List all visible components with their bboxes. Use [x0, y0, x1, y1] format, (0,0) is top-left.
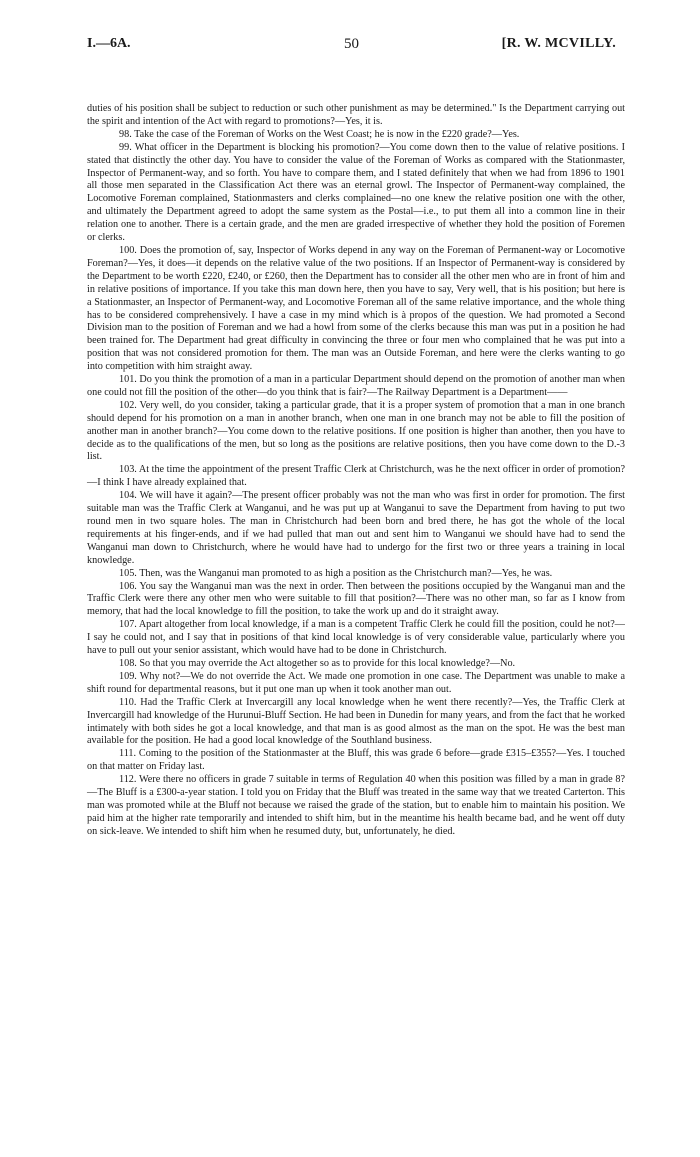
paragraph: duties of his position shall be subject to reduction or such other punishment as may be determined." Is the Department carrying out the spirit and intention of the Act with regard to promotions?—Yes, it is. — [87, 103, 625, 127]
paragraph: 103. At the time the appointment of the present Traffic Clerk at Christchurch, was he the next officer in order of promotion?—I think I have already explained that. — [87, 464, 625, 489]
paragraph: 106. You say the Wanganui man was the next in order. Then between the positions occupied by the Wanganui man and the Traffic Clerk were there any other men who were suitable to fill that position?—There was no other man, so far as I know from memory, that had the local knowledge to fill the position, to take the work up and do it straight away. — [87, 580, 625, 618]
document-reference: I.—6A. — [87, 36, 131, 51]
paragraph: 108. So that you may override the Act altogether so as to provide for this local knowledge?—No. — [119, 657, 516, 669]
paragraph: 101. Do you think the promotion of a man in a particular Department should depend on the promotion of another man when one could not fill the position of the other—do you think that is fair?—The Railway Department is a Department—— — [87, 374, 625, 398]
page-header — [87, 36, 616, 56]
paragraph: 105. Then, was the Wanganui man promoted to as high a position as the Christchurch man?—Yes, he was. — [119, 567, 553, 579]
paragraph: 111. Coming to the position of the Stationmaster at the Bluff, this was grade 6 before—grade £315–£355?—Yes. I touched on that matter on Friday last. — [87, 748, 625, 773]
paragraph: 104. We will have it again?—The present officer probably was not the man who was first in order for promotion. The first suitable man was the Traffic Clerk at Wanganui, and he was put up at Wanganui to save the Department from having to put two round men in two square holes. The man in Christchurch had been born and bred there, he has got the whole of the local requirements at his finger-ends, and if we had pulled that man out and sent him to Wanganui we should have had to send the Wanganui man down to Christchurch, where he would have had to undergo for the first two or three years a training in local knowledge. — [87, 490, 625, 566]
paragraph: 110. Had the Traffic Clerk at Invercargill any local knowledge when he went there recently?—Yes, the Traffic Clerk at Invercargill had knowledge of the Hurunui-Bluff Section. He had been in Dunedin for many years, and from the fact that he worked intimately with both sides he got a local knowledge, and that man is as good almost as the man on the spot. He was the best man available for the position. He had a good local knowledge of the Southland business. — [87, 696, 625, 747]
paragraph: 107. Apart altogether from local knowledge, if a man is a competent Traffic Clerk he could fill the position, could he not?—I say he could not, and I say that in positions of that kind local knowledge is of very considerable value, particularly where you have to pull out your senior assistant, which would have had to be done in Christchurch. — [87, 619, 625, 657]
page-body — [87, 103, 625, 839]
paragraph: 99. What officer in the Department is blocking his promotion?—You come down then to the value of relative positions. I stated that distinctly the other day. You have to consider the value of the Foreman of Works as compared with the Stationmaster, Inspector of Permanent-way, and so forth. You have to compare them, and I stated definitely that when we had from 1896 to 1901 all those men separated in the Classification Act there was an eternal growl. The Inspector of Permanent-way complained, the Locomotive Foreman complained, Stationmasters and clerks complained—no one knew the relative position one with the other, and ultimately the Department agreed to adopt the same system as the Postal—i.e., to put them all into a common line in their relation one to another. There is a certain grade, and the men are graded irrespective of whether they hold the position of Foremen or clerks. — [87, 141, 625, 244]
witness-name: [R. W. MCVILLY. — [501, 36, 616, 51]
paragraph: 112. Were there no officers in grade 7 suitable in terms of Regulation 40 when this position was filled by a man in grade 8?—The Bluff is a £300-a-year station. I told you on Friday that the Bluff was treated in the same way that we treated Carterton. This man was promoted while at the Bluff not because we raised the grade of the station, but to enable him to maintain his position. We paid him at the higher rate temporarily and intended to shift him, but in the meantime his health became bad, and he went off duty on sick-leave. We intended to shift him when he resumed duty, but, unfortunately, he died. — [87, 774, 625, 837]
page-number: 50 — [344, 36, 359, 52]
paragraph: 102. Very well, do you consider, taking a particular grade, that it is a proper system of promotion that a man in one branch should depend for his promotion on a man in another branch, when one man in one branch may not be able to fill the position of another man in another branch?—You come down to the relative positions. If one position is higher than another, then you have to decide as to the qualifications of the men, but so long as the positions are relative positions, then you have come down to the D.-3 list. — [87, 399, 625, 463]
paragraph: 100. Does the promotion of, say, Inspector of Works depend in any way on the Foreman of Permanent-way or Locomotive Foreman?—Yes, it does—it depends on the relative value of the two positions. If an Inspector of Permanent-way is considered by the Department to be worth £220, £240, or £260, then the Department has to consider all the other men who are in front of him and in relative positions of importance. If you take this man down here, then you have to say, Very well, that is his position; but here is a Stationmaster, an Inspector of Permanent-way, and Locomotive Foreman all of the same relative importance, and the whole thing has to be considered comprehensively. I have a case in my mind which is à propos of the question. We had promoted a Second Division man to the position of Foreman and we had a howl from some of the clerks because this man was put in a position he had been trained for. The Department had great difficulty in convincing the three or four men who complained that he was put into a position that was not considered promotion for them. The man was an Outside Foreman, and here were the clerks wanting to go into competition with him straight away. — [87, 244, 625, 373]
paragraph: 109. Why not?—We do not override the Act. We made one promotion in one case. The Department was unable to make a shift round for departmental reasons, but it put one man up when it took another man out. — [87, 670, 625, 695]
paragraph: 98. Take the case of the Foreman of Works on the West Coast; he is now in the £220 grade?—Yes. — [119, 128, 520, 140]
